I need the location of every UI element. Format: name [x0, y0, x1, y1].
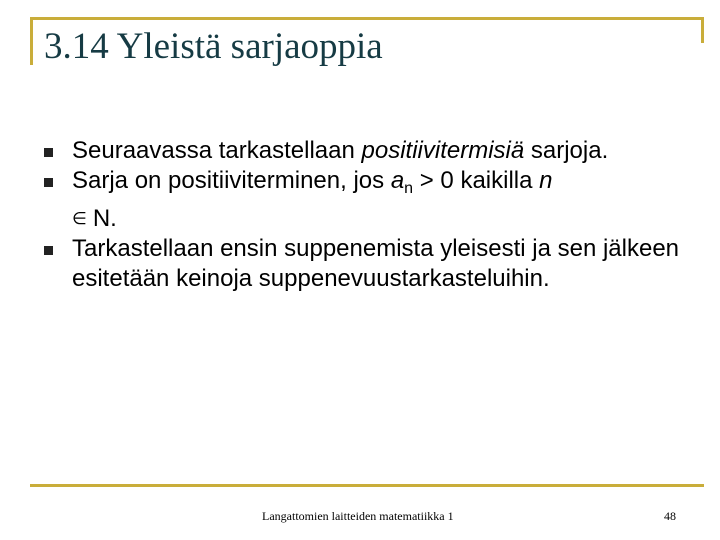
right-rule [701, 17, 704, 43]
slide-title: 3.14 Yleistä sarjaoppia [44, 26, 383, 67]
bullet-item-convergence [44, 234, 684, 294]
element-of-symbol: ∈ [72, 209, 87, 229]
natural-numbers-set: N. [92, 205, 117, 232]
text-segment: Sarja on positiiviterminen, jos [72, 167, 391, 194]
text-segment: > 0 kaikilla [413, 167, 540, 194]
footer-text: Langattomien laitteiden matematiikka 1 [262, 509, 454, 523]
text-segment: sarjoja. [524, 137, 609, 164]
square-bullet-icon [44, 246, 53, 255]
subscript-n: n [404, 180, 414, 197]
left-rule [30, 17, 33, 65]
bullet-text [72, 137, 608, 164]
variable-a: a [390, 167, 405, 194]
emphasis-text: positiivitermisiä [361, 137, 525, 164]
bottom-rule [30, 484, 704, 487]
bullet-text [72, 167, 553, 232]
variable-n: n [539, 167, 553, 194]
top-rule [30, 17, 704, 20]
text-segment: Seuraavassa tarkastellaan [72, 137, 362, 164]
page-number: 48 [664, 509, 676, 523]
bullet-item-positive-series [44, 136, 684, 166]
square-bullet-icon [44, 178, 53, 187]
bullet-item-definition [44, 166, 684, 234]
bullet-list [44, 136, 684, 294]
bullet-text: Tarkastellaan ensin suppenemista yleisesti ja sen jälkeen esitetään keinoja suppenevuustarkasteluihin. [72, 235, 680, 292]
square-bullet-icon [44, 148, 53, 157]
